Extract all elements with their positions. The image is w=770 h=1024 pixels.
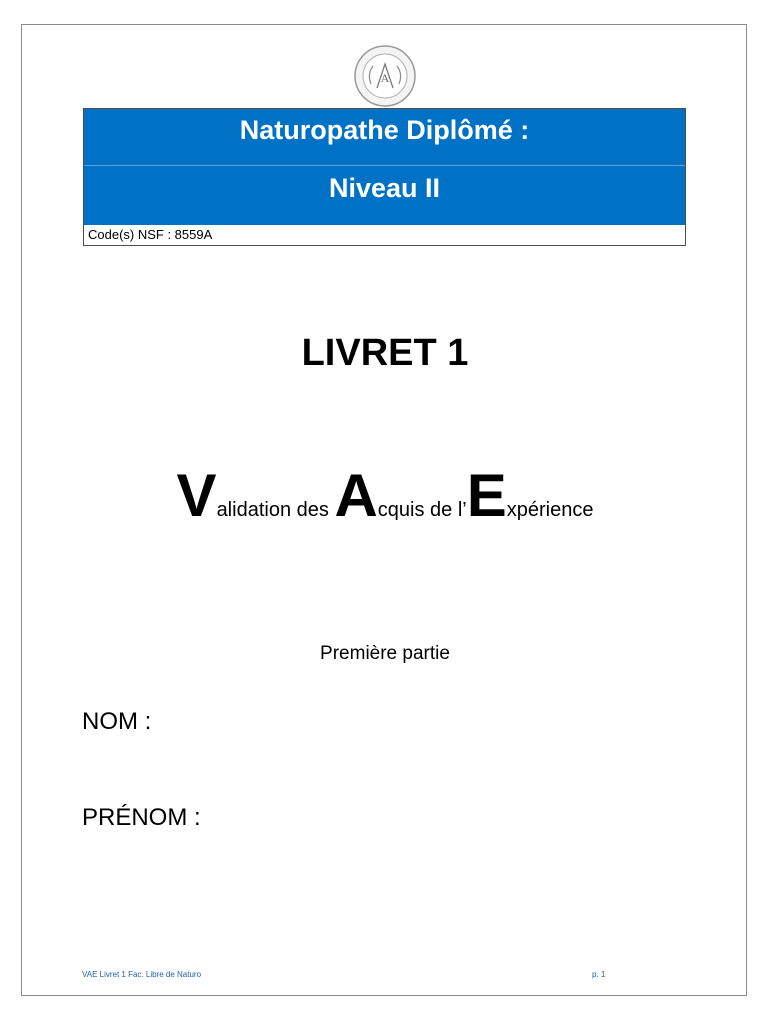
vae-letter-v: V (176, 462, 217, 529)
vae-heading (0, 462, 770, 529)
title-divider (84, 165, 685, 166)
diploma-level: Niveau II (328, 173, 441, 203)
vae-text-v: alidation des (216, 499, 335, 521)
booklet-title: LIVRET 1 (301, 332, 469, 374)
title-box (83, 108, 686, 246)
nsf-code: Code(s) NSF : 8559A (88, 227, 213, 242)
title-band (84, 109, 685, 225)
diploma-title: Naturopathe Diplômé : (239, 115, 530, 145)
vae-text-a: cquis de l’ (377, 499, 467, 521)
vae-text-e: xpérience (506, 499, 594, 521)
nom-label: NOM : (82, 708, 152, 735)
footer-title: VAE Livret 1 Fac. Libre de Naturo (82, 970, 202, 979)
vae-letter-a: A (334, 462, 378, 529)
seal-letter: A (380, 71, 390, 85)
part-label: Première partie (320, 643, 450, 664)
school-seal-icon (353, 44, 417, 108)
vae-letter-e: E (466, 462, 507, 529)
page-number: p. 1 (592, 970, 606, 979)
prenom-label: PRÉNOM : (82, 804, 201, 831)
